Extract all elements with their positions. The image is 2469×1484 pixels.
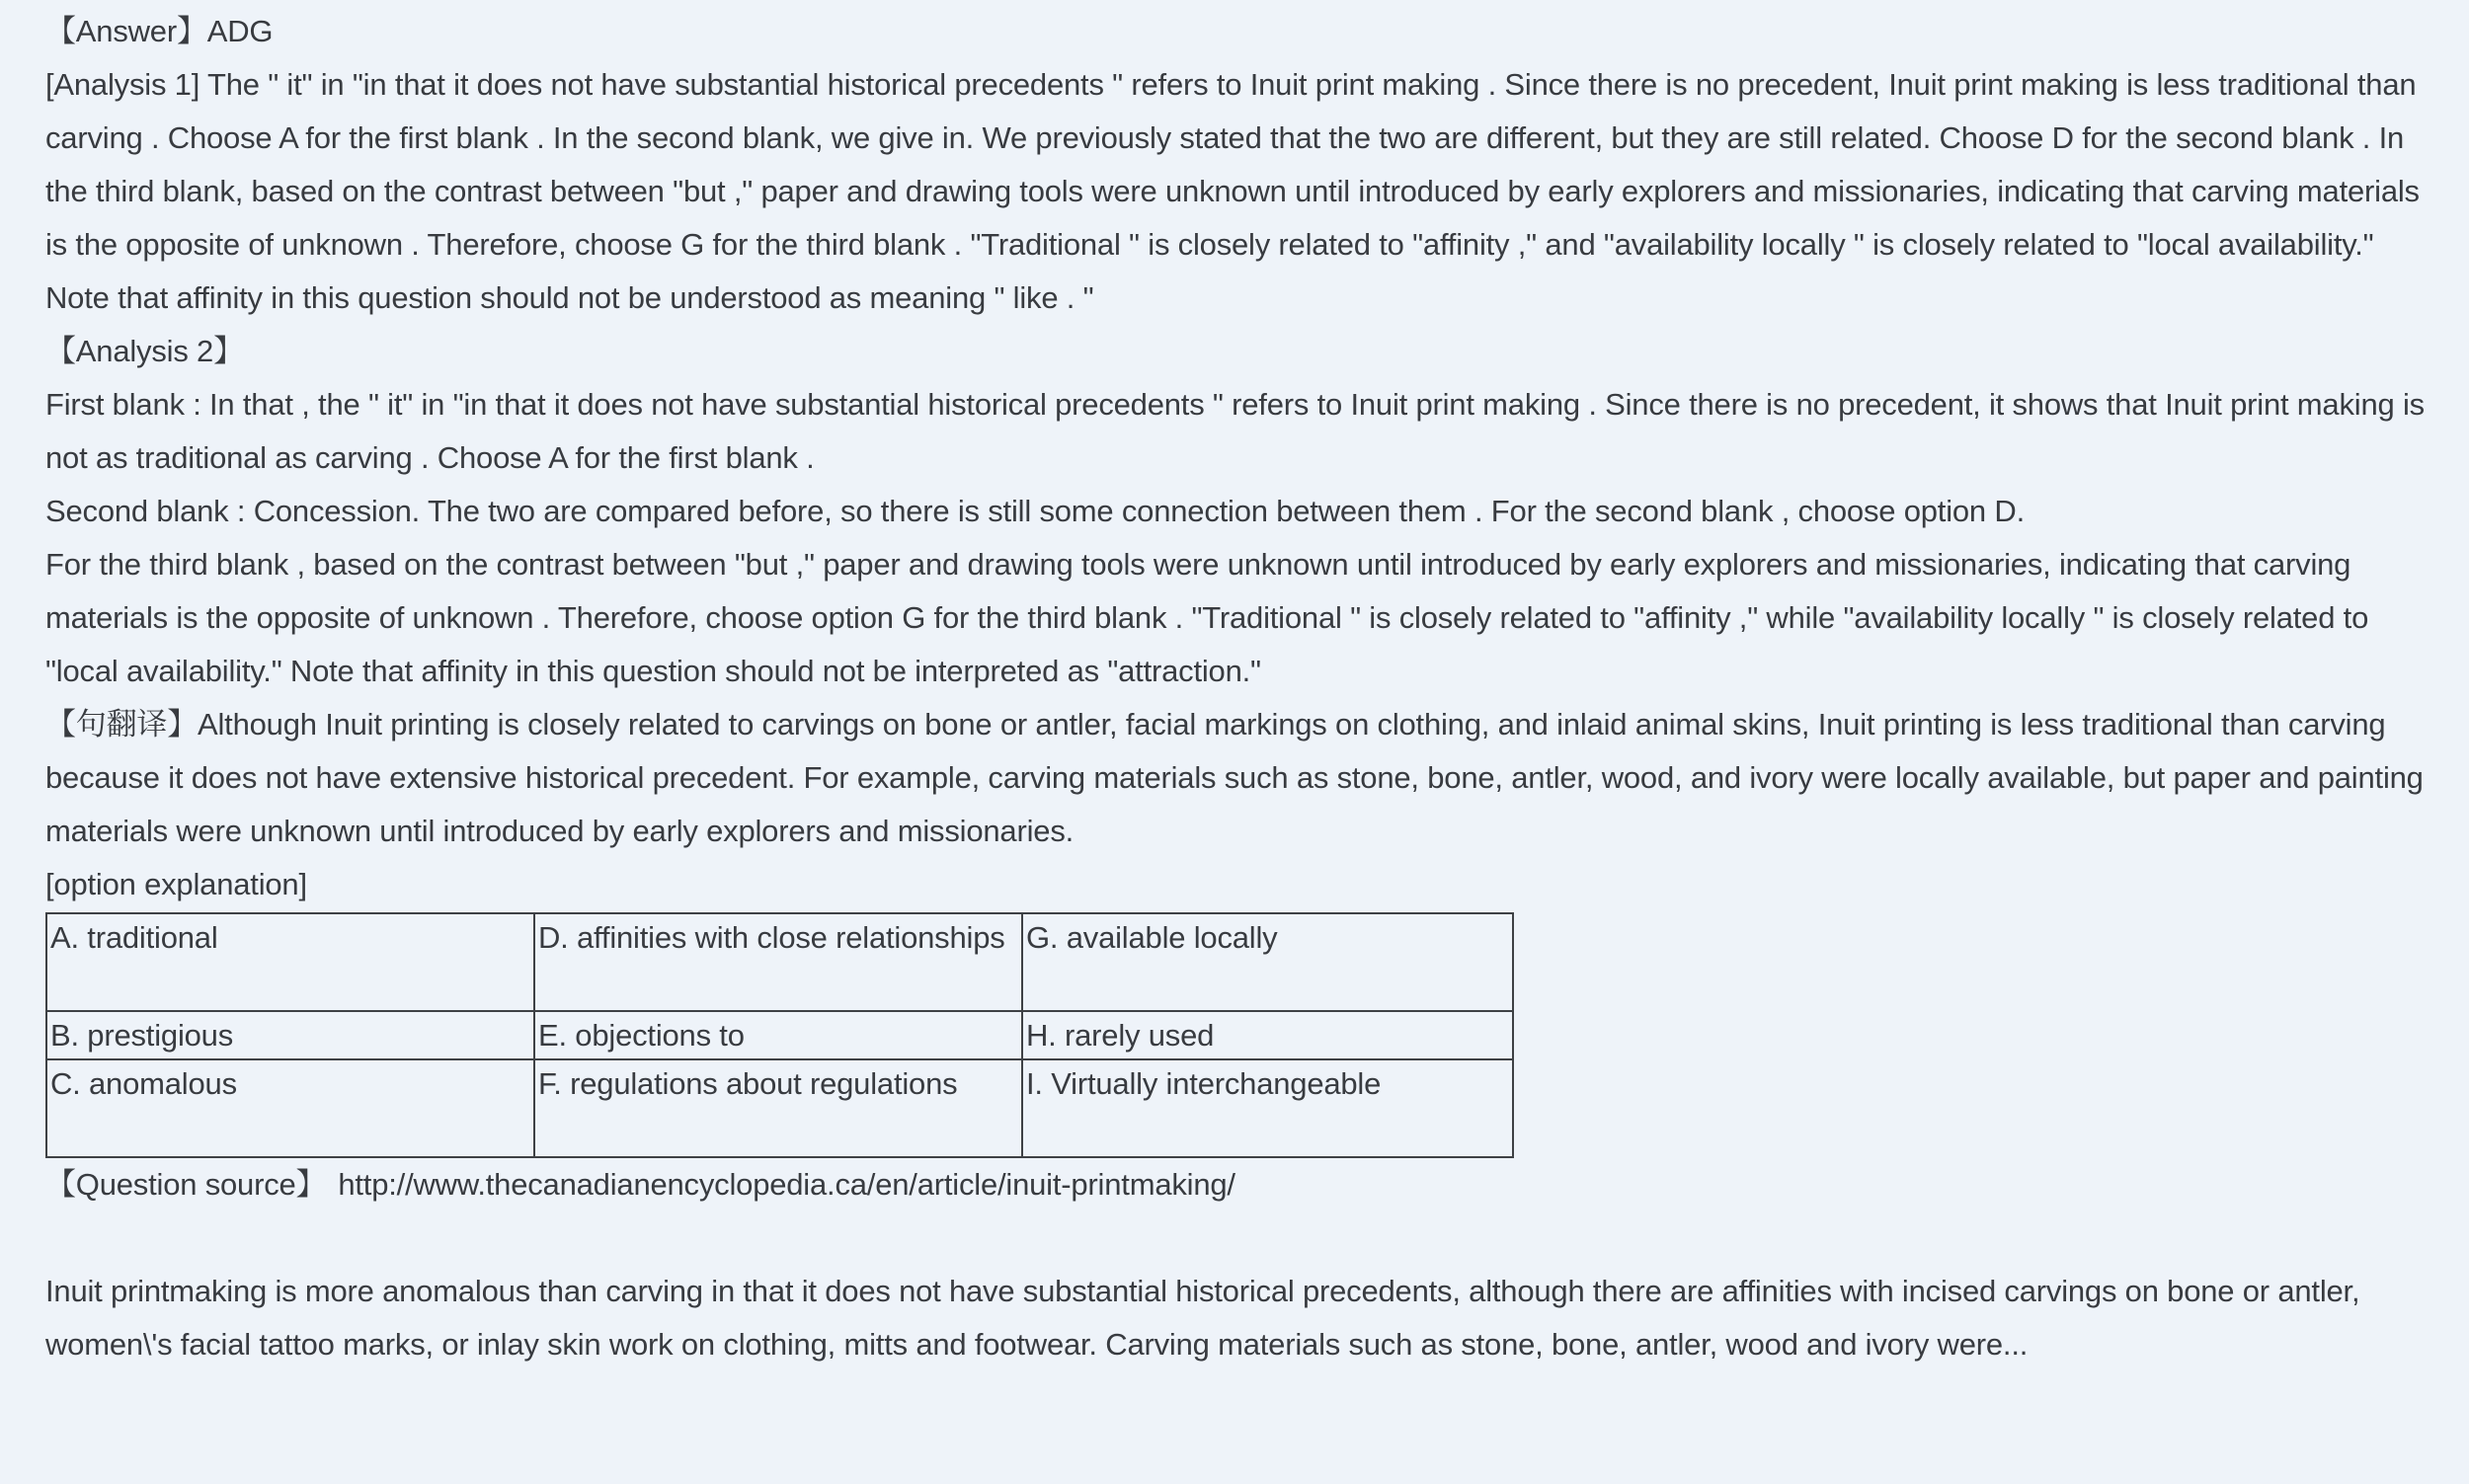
table-cell: C. anomalous	[46, 1059, 534, 1157]
third-blank-paragraph: For the third blank , based on the contrast between "but ," paper and drawing tools were unknown until introduced by early explorers and missionaries, indicating that carving materials is the opposite of unknown . Therefore, choose option G for the third blank . "Traditional " is closely related to "affinity ," while "availability locally " is closely related to "local availability." Note that affinity in this question should not be interpreted as "attraction."	[45, 547, 2369, 688]
table-cell: D. affinities with close relationships	[534, 913, 1022, 1011]
passage-paragraph: Inuit printmaking is more anomalous than carving in that it does not have substantial historical precedents, although there are affinities with incised carvings on bone or antler, women\'s facial tattoo marks, or inlay skin work on clothing, mitts and footwear. Carving materials such as stone, bone, antler, wood and ivory were...	[45, 1274, 2360, 1362]
sentence-translation-paragraph: 【句翻译】Although Inuit printing is closely related to carvings on bone or antler, facial markings on clothing, and inlaid animal skins, Inuit printing is less traditional than carving because it does not have extensive historical precedent. For example, carving materials such as stone, bone, antler, wood, and ivory were locally available, but paper and painting materials were unknown until introduced by early explorers and missionaries.	[45, 707, 2424, 848]
table-row	[46, 1059, 1513, 1157]
table-cell: E. objections to	[534, 1011, 1022, 1059]
first-blank-paragraph: First blank : In that , the " it" in "in that it does not have substantial historical precedents " refers to Inuit print making . Since there is no precedent, it shows that Inuit print making is not as traditional as carving . Choose A for the first blank .	[45, 387, 2425, 475]
table-cell: H. rarely used	[1022, 1011, 1513, 1059]
answer-line: 【Answer】ADG	[45, 14, 274, 48]
question-source-url: http://www.thecanadianencyclopedia.ca/en/article/inuit-printmaking/	[338, 1167, 1235, 1202]
table-cell: B. prestigious	[46, 1011, 534, 1059]
option-explanation-label: [option explanation]	[45, 867, 307, 901]
table-row	[46, 1011, 1513, 1059]
analysis-2-heading: 【Analysis 2】	[45, 334, 244, 368]
table-row	[46, 913, 1513, 1011]
question-source-line	[45, 1158, 2428, 1211]
table-cell: A. traditional	[46, 913, 534, 1011]
table-cell: F. regulations about regulations	[534, 1059, 1022, 1157]
options-table	[45, 912, 1514, 1158]
table-cell: G. available locally	[1022, 913, 1513, 1011]
analysis-1-paragraph: [Analysis 1] The " it" in "in that it does not have substantial historical precedents " refers to Inuit print making . Since there is no precedent, Inuit print making is less traditional than carving . Choose A for the first blank . In the second blank, we give in. We previously stated that the two are different, but they are still related. Choose D for the second blank . In the third blank, based on the contrast between "but ," paper and drawing tools were unknown until introduced by early explorers and missionaries, indicating that carving materials is the opposite of unknown . Therefore, choose G for the third blank . "Traditional " is closely related to "affinity ," and "availability locally " is closely related to "local availability." Note that affinity in this question should not be understood as meaning " like . "	[45, 67, 2420, 315]
question-source-label: 【Question source】	[45, 1167, 327, 1202]
table-cell: I. Virtually interchangeable	[1022, 1059, 1513, 1157]
second-blank-paragraph: Second blank : Concession. The two are compared before, so there is still some connection between them . For the second blank , choose option D.	[45, 494, 2025, 528]
